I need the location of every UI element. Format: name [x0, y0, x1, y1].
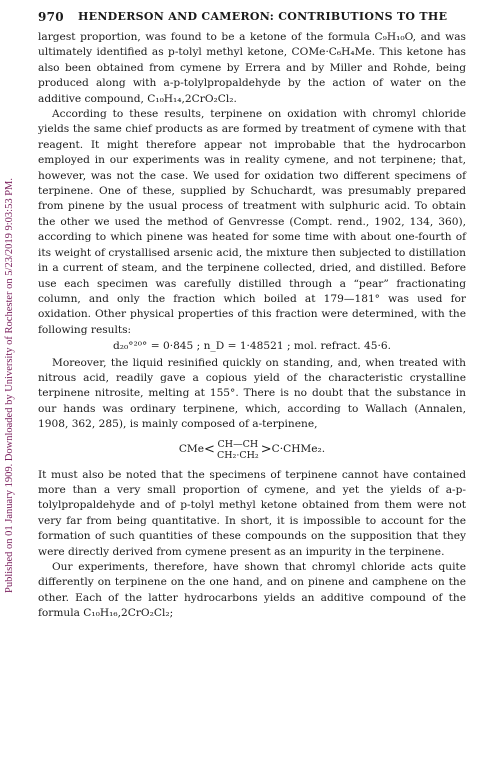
terpinene-structural-formula — [38, 435, 466, 465]
paragraph-4: It must also be noted that the specimens of terpinene cannot have contained more than a very small proportion of cymene, and yet the yields of a-p-tolylpropaldehyde and of p-tolyl methyl ketone obtained from them were not very far from being quantitative. In short, it is impossible to account for the formation of such quantities of these compounds on the supposition that they were directly derived from cymene present as an impurity in the terpinene. — [38, 468, 466, 558]
physical-properties-equation: d₂₀°²⁰° = 0·845 ; n_D = 1·48521 ; mol. refract. 45·6. — [112, 340, 391, 353]
formula-ring-top: CH—CH — [217, 438, 259, 450]
page-number: 970 — [38, 10, 64, 24]
formula-close-bracket: > — [260, 441, 272, 457]
formula-ring — [217, 439, 259, 461]
running-header — [38, 10, 466, 24]
formula-right-group: C·CHMe₂. — [271, 442, 326, 455]
formula-left-group: CMe — [178, 442, 205, 455]
running-title: HENDERSON AND CAMERON: CONTRIBUTIONS TO THE — [77, 10, 448, 23]
paragraph-2: According to these results, terpinene on oxidation with chromyl chloride yields the same chief products as are formed by treatment of cymene with that reagent. It might therefore appear not improbable that the hydrocarbon employed in our experiments was in reality cymene, and not terpinene; that, however, was not the case. We used for oxidation two different specimens of terpinene. One of these, supplied by Schuchardt, was presumably prepared from pinene by the usual process of treatment with sulphuric acid. To obtain the other we used the method of Genvresse (Compt. rend., 1902, 134, 360), according to which pinene was heated for some time with about one-fourth of its weight of crystallised arsenic acid, the mixture then subjected to distillation in a current of steam, and the terpinene collected, dried, and distilled. Before use each specimen was carefully distilled through a “pear” fractionating column, and only the fraction which boiled at 179—181° was used for oxidation. Other physical properties of this fraction were determined, with the following results: — [38, 108, 466, 336]
paragraph-5: Our experiments, therefore, have shown that chromyl chloride acts quite differently on terpinene on the one hand, and on pinene and camphene on the other. Each of the latter hydrocarbons yields an additive compound of the formula C₁₀H₁₆,2CrO₂Cl₂; — [38, 561, 466, 620]
formula-open-bracket: < — [204, 441, 215, 457]
journal-page — [38, 6, 466, 622]
publication-side-note — [2, 40, 16, 730]
paragraph-3: Moreover, the liquid resinified quickly on standing, and, when treated with nitrous acid, readily gave a copious yield of the characteristic crystalline terpinene nitrosite, melting at 155°. There is no doubt that the substance in our hands was ordinary terpinene, which, according to Wallach (Annalen, 1908, 362, 285), is mainly composed of a-terpinene, — [38, 356, 466, 431]
formula-ring-bottom: CH₂·CH₂ — [216, 449, 259, 461]
article-body — [38, 30, 466, 622]
paragraph-1: largest proportion, was found to be a ketone of the formula C₉H₁₀O, and was ultimately identified as p-tolyl methyl ketone, COMe·C₆H₄Me. This ketone has also been obtained from cymene by Errera and by Miller and Rohde, being produced along with a-p-tolylpropaldehyde by the action of water on the additive compound, C₁₀H₁₄,2CrO₂Cl₂. — [38, 31, 466, 105]
side-note-text: Published on 01 January 1909. Downloaded by University of Rochester on 5/23/2019 9:03:53 PM. — [3, 177, 15, 593]
